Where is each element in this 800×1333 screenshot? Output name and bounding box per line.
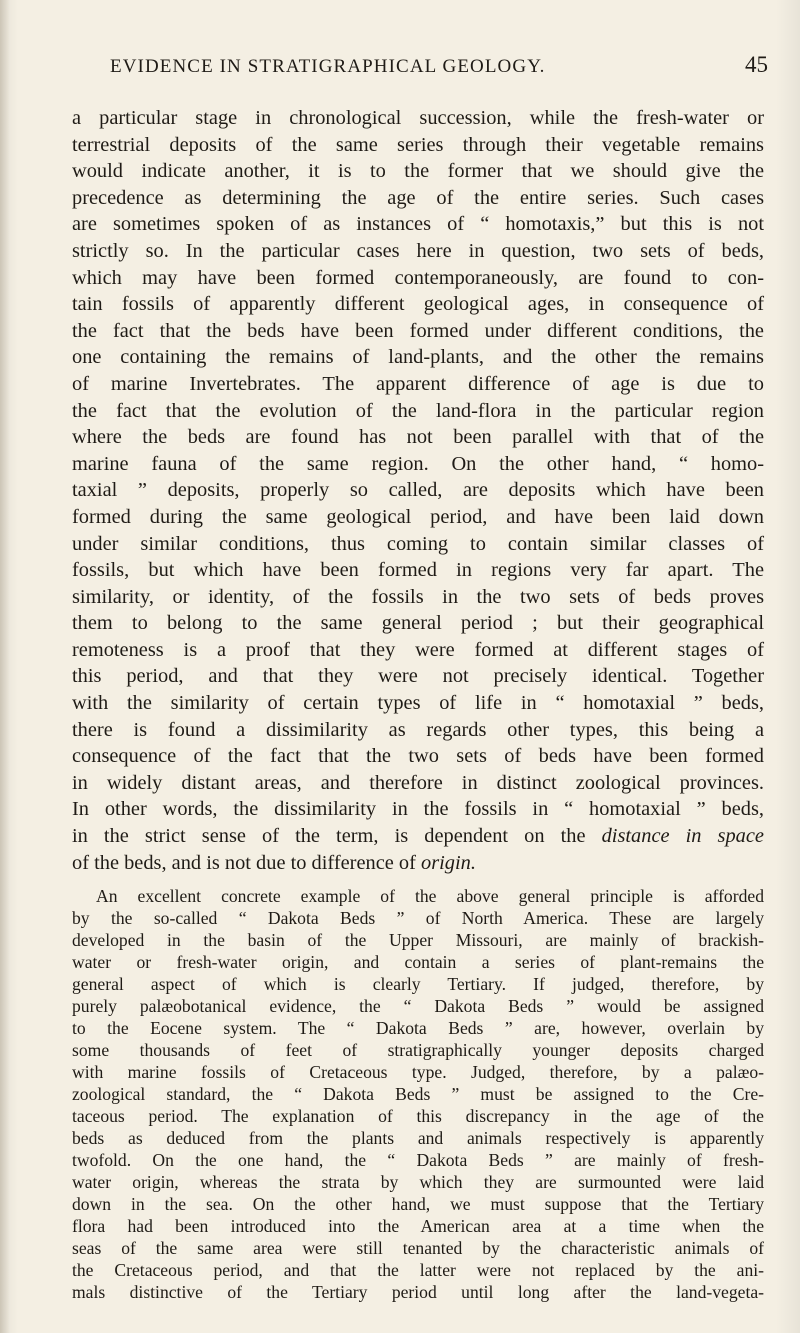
text-line: the Cretaceous period, and that the latter were not replaced by the ani- — [72, 1260, 764, 1281]
text-line: remoteness is a proof that they were formed at different stages of — [72, 638, 764, 661]
italic-phrase-distance-in-space: distance in space — [601, 825, 764, 848]
text-block — [72, 105, 764, 1303]
paragraph-last-line — [72, 850, 764, 877]
text-line: by the so-called “ Dakota Beds ” of North America. These are largely — [72, 908, 764, 929]
text-line: twofold. On the one hand, the “ Dakota Beds ” are mainly of fresh- — [72, 1150, 764, 1171]
italic-word-origin: origin. — [421, 851, 476, 874]
text-line: seas of the same area were still tenanted by the characteristic animals of — [72, 1238, 764, 1259]
text-line: zoological standard, the “ Dakota Beds ” must be assigned to the Cre- — [72, 1084, 764, 1105]
text-line: beds as deduced from the plants and animals respectively is apparently — [72, 1128, 764, 1149]
text-line: developed in the basin of the Upper Missouri, are mainly of brackish- — [72, 930, 764, 951]
text-line: consequence of the fact that the two sets of beds have been formed — [72, 745, 764, 768]
paragraph-homotaxis — [72, 105, 764, 876]
text-line: mals distinctive of the Tertiary period until long after the land-vegeta- — [72, 1282, 764, 1303]
text-line: An excellent concrete example of the above general principle is afforded — [96, 886, 764, 907]
text-line: flora had been introduced into the American area at a time when the — [72, 1216, 764, 1237]
text-line: the fact that the evolution of the land-flora in the particular region — [72, 399, 764, 422]
running-title: EVIDENCE IN STRATIGRAPHICAL GEOLOGY. — [110, 56, 546, 77]
text-line: In other words, the dissimilarity in the fossils in “ homotaxial ” beds, — [72, 798, 764, 821]
text-line: this period, and that they were not precisely identical. Together — [72, 665, 764, 688]
text-line: general aspect of which is clearly Tertiary. If judged, therefore, by — [72, 974, 764, 995]
text-line: of marine Invertebrates. The apparent difference of age is due to — [72, 372, 764, 395]
text-line: fossils, but which have been formed in regions very far apart. The — [72, 559, 764, 582]
text-line: similarity, or identity, of the fossils in the two sets of beds proves — [72, 585, 764, 608]
text-line: would indicate another, it is to the former that we should give the — [72, 160, 764, 183]
text-line: formed during the same geological period, and have been laid down — [72, 505, 764, 528]
text-line: them to belong to the same general period ; but their geographical — [72, 612, 764, 635]
paragraph-dakota-beds — [72, 885, 764, 1303]
text-fragment: of the beds, and is not due to difference of — [72, 851, 416, 874]
text-line: under similar conditions, thus coming to contain similar classes of — [72, 532, 764, 555]
text-line: with the similarity of certain types of life in “ homotaxial ” beds, — [72, 692, 764, 715]
text-fragment: in the strict sense of the term, is dependent on the — [72, 825, 586, 848]
text-line: are sometimes spoken of as instances of “ homotaxis,” but this is not — [72, 213, 764, 236]
text-line: terrestrial deposits of the same series through their vegetable remains — [72, 133, 764, 156]
text-line: the fact that the beds have been formed under different conditions, the — [72, 319, 764, 342]
text-line: there is found a dissimilarity as regards other types, this being a — [72, 718, 764, 741]
text-line: one containing the remains of land-plants, and the other the remains — [72, 346, 764, 369]
text-line: tain fossils of apparently different geological ages, in consequence of — [72, 293, 764, 316]
text-line: precedence as determining the age of the entire series. Such cases — [72, 186, 764, 209]
text-line: water or fresh-water origin, and contain a series of plant-remains the — [72, 952, 764, 973]
text-line: purely palæobotanical evidence, the “ Dakota Beds ” would be assigned — [72, 996, 764, 1017]
text-line: in widely distant areas, and therefore in distinct zoological provinces. — [72, 771, 764, 794]
text-line: taceous period. The explanation of this discrepancy in the age of the — [72, 1106, 764, 1127]
running-head — [100, 52, 770, 88]
text-line-with-italic — [72, 823, 764, 850]
page-edge-shadow — [0, 0, 10, 1333]
text-line: water origin, whereas the strata by which they are surmounted were laid — [72, 1172, 764, 1193]
text-line: down in the sea. On the other hand, we must suppose that the Tertiary — [72, 1194, 764, 1215]
text-line: marine fauna of the same region. On the other hand, “ homo- — [72, 452, 764, 475]
text-line: a particular stage in chronological succession, while the fresh-water or — [72, 107, 764, 129]
text-line: strictly so. In the particular cases here in question, two sets of beds, — [72, 239, 764, 262]
text-line: where the beds are found has not been parallel with that of the — [72, 426, 764, 449]
text-line: which may have been formed contemporaneously, are found to con- — [72, 266, 764, 289]
text-line: to the Eocene system. The “ Dakota Beds ” are, however, overlain by — [72, 1018, 764, 1039]
text-line: taxial ” deposits, properly so called, are deposits which have been — [72, 479, 764, 502]
page-number: 45 — [745, 52, 768, 77]
text-line: some thousands of feet of stratigraphically younger deposits charged — [72, 1040, 764, 1061]
text-line: with marine fossils of Cretaceous type. Judged, therefore, by a palæo- — [72, 1062, 764, 1083]
